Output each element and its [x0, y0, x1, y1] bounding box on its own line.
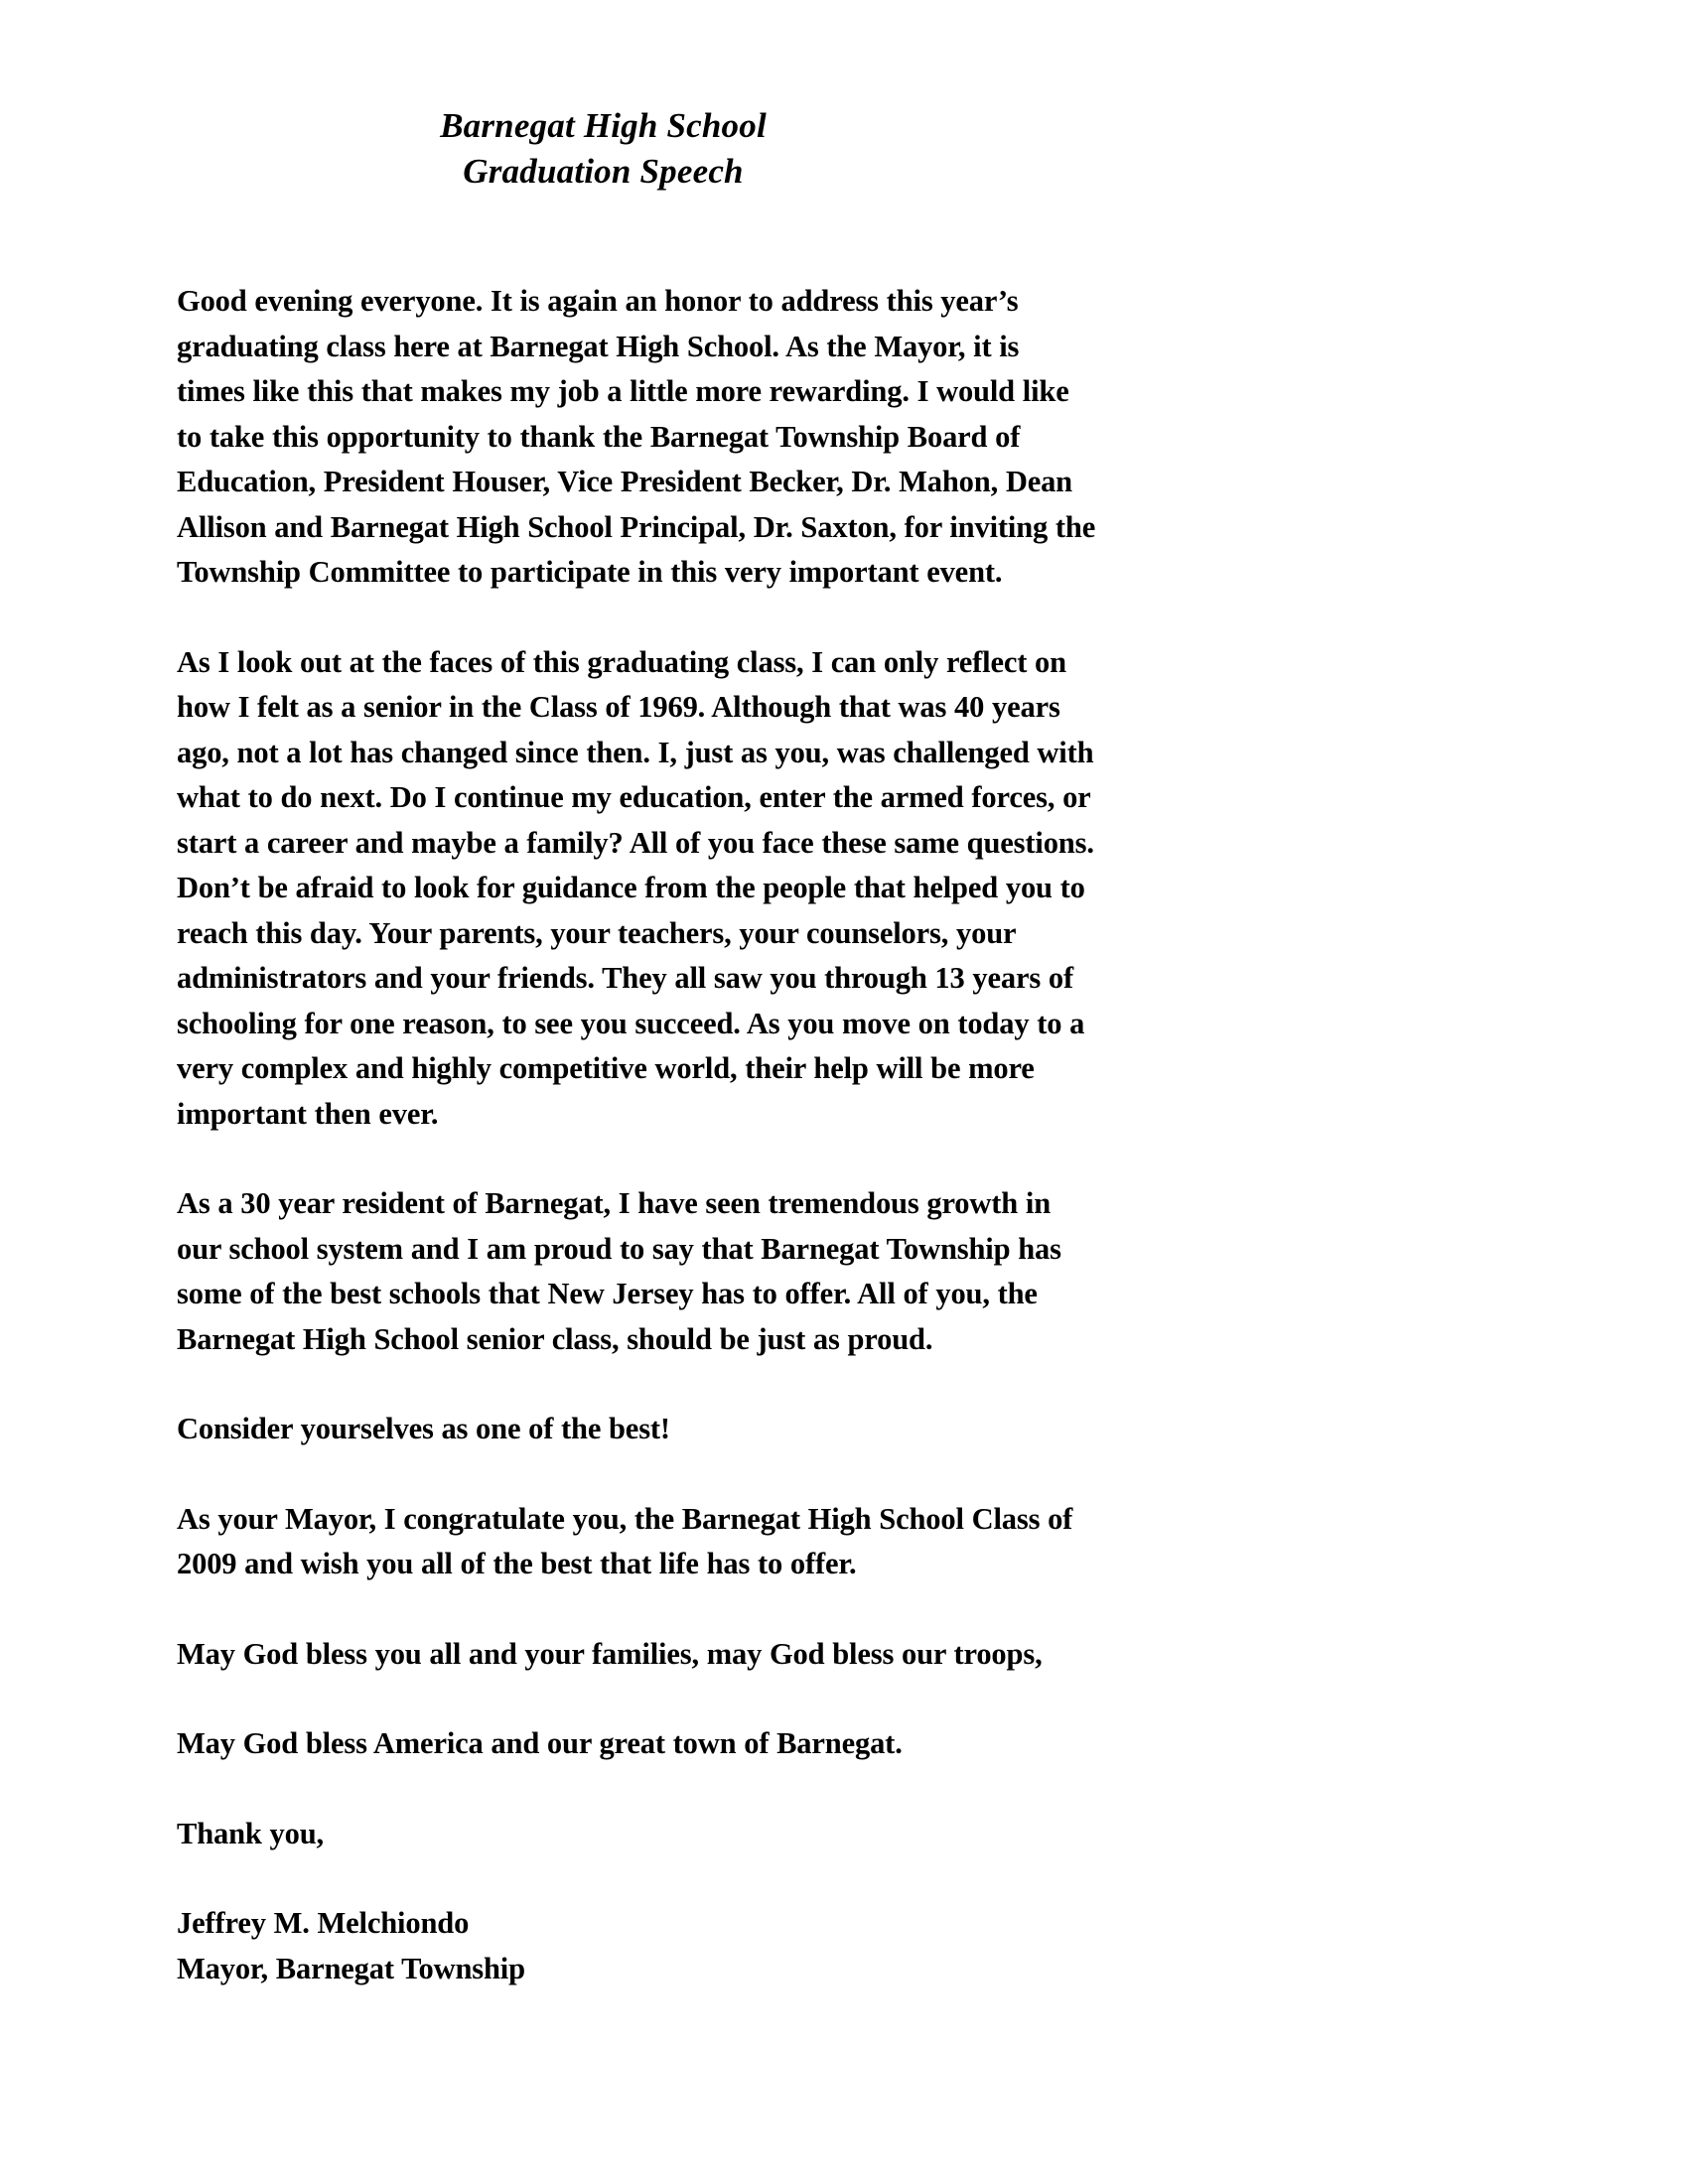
paragraph-line: As your Mayor, I congratulate you, the Barnegat High School Class of	[177, 1501, 1073, 1536]
signature-name: Jeffrey M. Melchiondo	[177, 1906, 470, 1940]
paragraph-line: important then ever.	[177, 1096, 439, 1131]
paragraph-line: Education, President Houser, Vice President Becker, Dr. Mahon, Dean	[177, 465, 1072, 498]
paragraph-line: to take this opportunity to thank the Barnegat Township Board of	[177, 419, 1021, 454]
paragraph-line: some of the best schools that New Jersey has to offer. All of you, the	[177, 1277, 1038, 1310]
reflection-paragraph	[177, 640, 1094, 1138]
signature-title: Mayor, Barnegat Township	[177, 1951, 525, 1985]
signature-block	[177, 1901, 1051, 1991]
paragraph-line: May God bless America and our great town of Barnegat.	[177, 1726, 903, 1760]
paragraph-line: very complex and highly competitive world, their help will be more	[177, 1051, 1035, 1085]
paragraph-line: graduating class here at Barnegat High School. As the Mayor, it is	[177, 329, 1020, 363]
paragraph-line: schooling for one reason, to see you succeed. As you move on today to a	[177, 1006, 1085, 1040]
paragraph-line: Consider yourselves as one of the best!	[177, 1412, 670, 1445]
consider-paragraph	[177, 1407, 1051, 1452]
blessing-america-paragraph	[177, 1721, 1051, 1767]
speech-body	[177, 279, 1096, 1991]
page-title	[0, 103, 1206, 195]
paragraph-line: ago, not a lot has changed since then. I, just as you, was challenged with	[177, 735, 1094, 769]
paragraph-line: how I felt as a senior in the Class of 1969. Although that was 40 years	[177, 690, 1060, 724]
paragraph-line: Township Committee to participate in this very important event.	[177, 555, 1003, 589]
title-line-school: Barnegat High School	[440, 106, 767, 145]
greeting-paragraph	[177, 279, 1096, 596]
paragraph-line: what to do next. Do I continue my education, enter the armed forces, or	[177, 780, 1091, 814]
paragraph-line: As I look out at the faces of this graduating class, I can only reflect on	[177, 644, 1066, 679]
paragraph-line: our school system and I am proud to say that Barnegat Township has	[177, 1231, 1061, 1266]
paragraph-line: 2009 and wish you all of the best that life has to offer.	[177, 1547, 857, 1580]
congratulations-paragraph	[177, 1497, 1073, 1587]
thank-you-paragraph	[177, 1812, 1051, 1857]
paragraph-line: As a 30 year resident of Barnegat, I have seen tremendous growth in	[177, 1186, 1052, 1220]
paragraph-line: Good evening everyone. It is again an honor to address this year’s	[177, 284, 1019, 318]
paragraph-line: times like this that makes my job a little more rewarding. I would like	[177, 374, 1069, 408]
paragraph-line: reach this day. Your parents, your teachers, your counselors, your	[177, 915, 1017, 950]
title-line-subject: Graduation Speech	[463, 152, 744, 191]
paragraph-line: Thank you,	[177, 1816, 324, 1850]
resident-paragraph	[177, 1181, 1061, 1362]
paragraph-line: Barnegat High School senior class, should be just as proud.	[177, 1321, 933, 1356]
blessing-families-paragraph	[177, 1632, 1051, 1678]
paragraph-line: Allison and Barnegat High School Principal, Dr. Saxton, for inviting the	[177, 509, 1096, 544]
paragraph-line: administrators and your friends. They all saw you through 13 years of	[177, 961, 1073, 995]
paragraph-line: Don’t be afraid to look for guidance from the people that helped you to	[177, 871, 1085, 904]
paragraph-line: start a career and maybe a family? All of you face these same questions.	[177, 825, 1094, 860]
paragraph-line: May God bless you all and your families, may God bless our troops,	[177, 1636, 1043, 1671]
